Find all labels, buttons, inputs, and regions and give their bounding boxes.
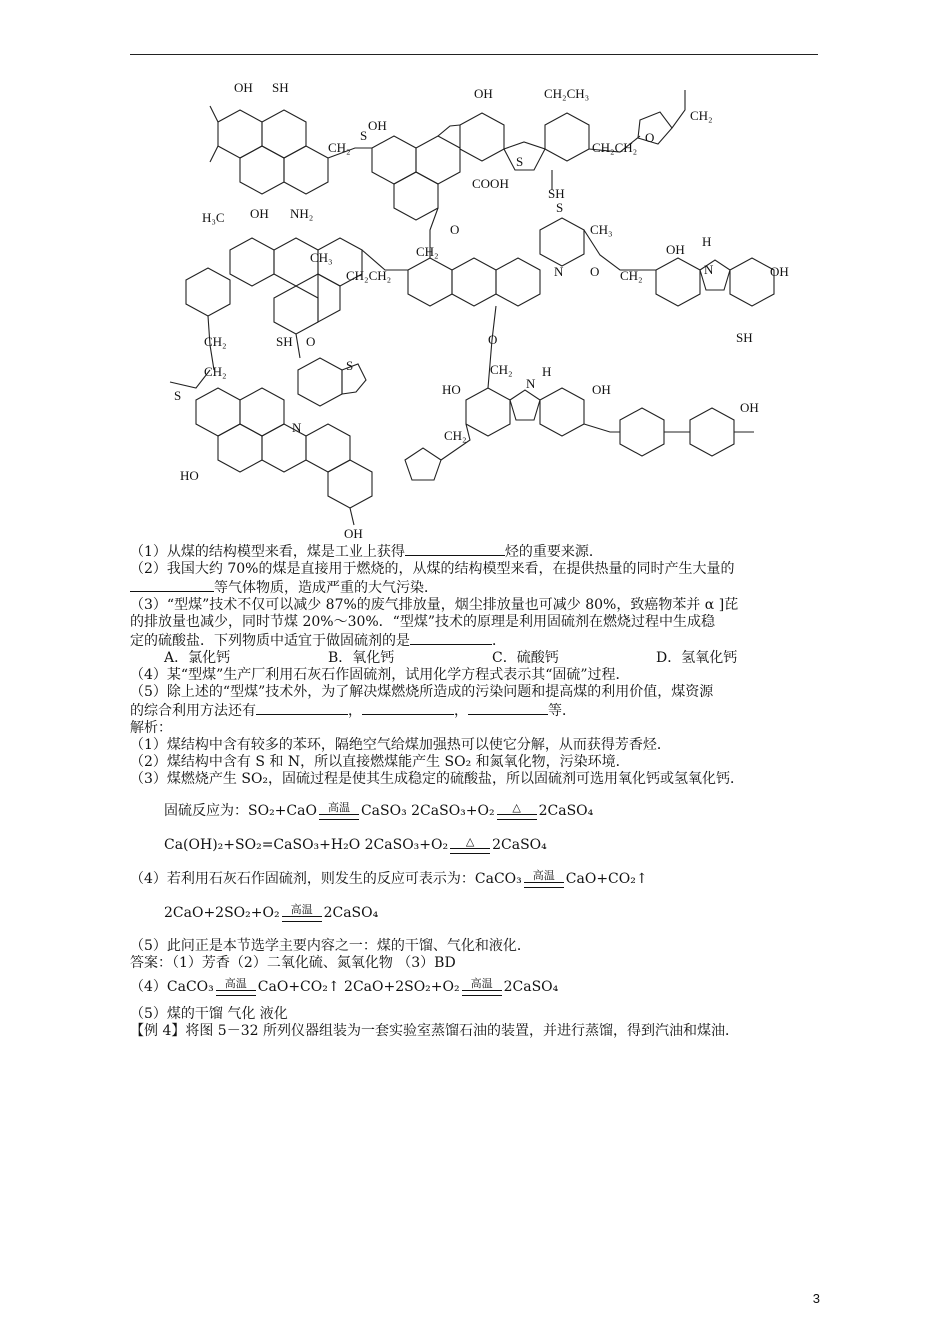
condition-mark	[450, 836, 490, 854]
analysis-1: （1）煤结构中含有较多的苯环，隔绝空气给煤加强热可以使它分解，从而获得芳香烃．	[130, 737, 671, 753]
eq-text: CaSO₃ 2CaSO₃+O₂	[360, 803, 495, 819]
atom-label: CH₂CH₃	[544, 86, 590, 101]
header-rule	[130, 54, 818, 55]
eq-text: 2CaSO₄	[538, 803, 594, 819]
q1-line	[130, 542, 820, 561]
q1-text-end: 烃的重要来源．	[504, 544, 603, 560]
answer-blank	[468, 701, 548, 715]
atom-label: CH₂	[204, 334, 227, 349]
condition-mark	[319, 802, 359, 820]
atom-label: SH	[272, 80, 289, 95]
answer-blank	[362, 701, 454, 715]
analysis-4	[130, 870, 820, 888]
eq-text: 2CaSO₄	[492, 837, 547, 853]
question-text	[130, 542, 820, 1040]
atom-label: S	[360, 128, 368, 143]
coal-structure-diagram	[150, 70, 800, 550]
answer-blank	[256, 701, 348, 715]
atom-label: CH₂CH₂	[592, 140, 638, 155]
equation-3	[130, 904, 820, 922]
atom-label: CH₃	[590, 222, 613, 237]
atom-label: S	[346, 358, 354, 373]
condition-label: △	[512, 801, 521, 814]
answer-blank	[410, 631, 492, 645]
atom-label: SH	[736, 330, 753, 345]
analysis-title: 解析：	[130, 720, 172, 736]
q5-sep: ，	[348, 703, 362, 719]
condition-mark	[216, 978, 256, 996]
example-4: 【例 4】将图 5－32 所列仪器组装为一套实验室蒸馏石油的装置，并进行蒸馏，得到汽油和煤油．	[130, 1023, 739, 1039]
atom-label: SH	[548, 186, 565, 201]
eq-text: 2CaSO₄	[323, 905, 379, 921]
atom-label: S	[174, 388, 182, 403]
atom-label: CH₂	[690, 108, 713, 123]
condition-mark	[497, 802, 537, 820]
answer-blank	[405, 542, 505, 556]
atom-label: OH	[740, 400, 759, 415]
atom-label: O	[590, 264, 600, 279]
q3-text: 定的硫酸盐．下列物质中适宜于做固硫剂的是	[130, 633, 410, 649]
atom-label: OH	[474, 86, 493, 101]
condition-label: 高温	[327, 801, 350, 814]
q3-line-2: 的排放量也减少，同时节煤 20%～30%．“型煤”技术的原理是利用固硫剂在燃烧过程中生成稳	[130, 614, 715, 630]
atom-label: N	[292, 420, 302, 435]
q3-text-end: ．	[492, 633, 506, 649]
atom-label: N	[526, 376, 536, 391]
atom-label: OH	[592, 382, 611, 397]
page-number: 3	[812, 1291, 820, 1306]
atom-label: HO	[442, 382, 461, 397]
atom-label: S	[556, 200, 564, 215]
atom-label: O	[450, 222, 460, 237]
condition-label: 高温	[290, 903, 313, 916]
atom-label: CH₂	[490, 362, 513, 377]
answer-4	[130, 978, 820, 996]
analysis-5: （5）此问正是本节选学主要内容之一：煤的干馏、气化和液化．	[130, 938, 531, 954]
condition-mark	[462, 978, 502, 996]
atom-label: OH	[666, 242, 685, 257]
analysis-2: （2）煤结构中含有 S 和 N，所以直接燃煤能产生 SO₂ 和氮氧化物，污染环境．	[130, 754, 630, 770]
atom-label: NH₂	[290, 206, 314, 221]
atom-label: HO	[180, 468, 199, 483]
q2-text-end: 等气体物质，造成严重的大气污染．	[214, 580, 438, 596]
atom-label: OH	[234, 80, 253, 95]
atom-label: CH₂	[328, 140, 351, 155]
atom-label: OH	[368, 118, 387, 133]
atom-label: H	[542, 364, 552, 379]
eq-text: （4）若利用石灰石作固硫剂，则发生的反应可表示为：CaCO₃	[130, 871, 522, 887]
atom-label: CH₂	[620, 268, 643, 283]
equation-2	[130, 836, 820, 854]
answer-blank	[130, 578, 214, 592]
q3-line: （3）“型煤”技术不仅可以减少 87%的废气排放量，烟尘排放量也可减少 80%，致癌物苯并 α ]芘	[130, 597, 739, 613]
eq-text: Ca(OH)₂+SO₂=CaSO₃+H₂O 2CaSO₃+O₂	[164, 837, 449, 853]
analysis-3: （3）煤燃烧产生 SO₂，固硫过程是使其生成稳定的硫酸盐，所以固硫剂可选用氧化钙或氢氧化钙．	[130, 771, 745, 787]
condition-label: △	[465, 835, 475, 848]
atom-label: O	[488, 332, 498, 347]
eq-text: 2CaO+2SO₂+O₂	[164, 905, 280, 921]
atom-label: COOH	[472, 176, 509, 191]
option-b: B．氧化钙	[328, 650, 395, 666]
atom-label: CH₂	[444, 428, 467, 443]
condition-label: 高温	[532, 869, 555, 882]
condition-mark	[282, 904, 322, 922]
option-a: A．氯化钙	[164, 650, 231, 666]
q2-line-2	[130, 578, 820, 597]
atom-label: H	[702, 234, 712, 249]
atom-label: N	[554, 264, 564, 279]
options-row	[130, 650, 820, 667]
q5-text-end: 等．	[548, 703, 576, 719]
q4-line: （4）某“型煤”生产厂利用石灰石作固硫剂，试用化学方程式表示其“固硫”过程．	[130, 667, 630, 683]
eq-text: CaO+CO₂↑ 2CaO+2SO₂+O₂	[257, 979, 460, 995]
atom-label: CH₂CH₂	[346, 268, 392, 283]
atom-label: O	[645, 130, 655, 145]
eq-text: （4）CaCO₃	[130, 979, 214, 995]
condition-mark	[524, 870, 564, 888]
atom-label: H₃C	[202, 210, 225, 225]
q5-line: （5）除上述的“型煤”技术外，为了解决煤燃烧所造成的污染问题和提高煤的利用价值，煤资源	[130, 684, 714, 700]
atom-label: CH₂	[416, 244, 439, 259]
atom-label: OH	[344, 526, 363, 541]
option-d: D．氢氧化钙	[656, 650, 738, 666]
equation-1	[130, 802, 820, 820]
q5-sep: ，	[454, 703, 468, 719]
q5-line-2	[130, 701, 820, 720]
q5-text: 的综合利用方法还有	[130, 703, 256, 719]
atom-label: OH	[250, 206, 269, 221]
atom-label: CH₃	[310, 250, 333, 265]
atom-label: SH	[276, 334, 293, 349]
q2-line: （2）我国大约 70%的煤是直接用于燃烧的，从煤的结构模型来看，在提供热量的同时产生大量的	[130, 561, 735, 577]
eq-text: CaO+CO₂↑	[565, 871, 648, 887]
atom-labels	[174, 80, 789, 541]
ring-bonds	[186, 110, 774, 508]
atom-label: CH₂	[204, 364, 227, 379]
condition-label: 高温	[224, 977, 247, 990]
condition-label: 高温	[470, 977, 493, 990]
option-c: C．硫酸钙	[492, 650, 559, 666]
atom-label: N	[704, 262, 714, 277]
atom-label: S	[516, 154, 524, 169]
q3-line-3	[130, 631, 820, 650]
answer-5: （5）煤的干馏 气化 液化	[130, 1006, 288, 1022]
eq-text: 固硫反应为：SO₂+CaO	[164, 803, 317, 819]
q1-text: （1）从煤的结构模型来看，煤是工业上获得	[130, 544, 405, 560]
atom-label: OH	[770, 264, 789, 279]
atom-label: O	[306, 334, 316, 349]
eq-text: 2CaSO₄	[503, 979, 559, 995]
chain-bonds	[170, 90, 754, 525]
answer-1: 答案：（1）芳香（2）二氧化硫、氮氧化物 （3）BD	[130, 955, 456, 971]
